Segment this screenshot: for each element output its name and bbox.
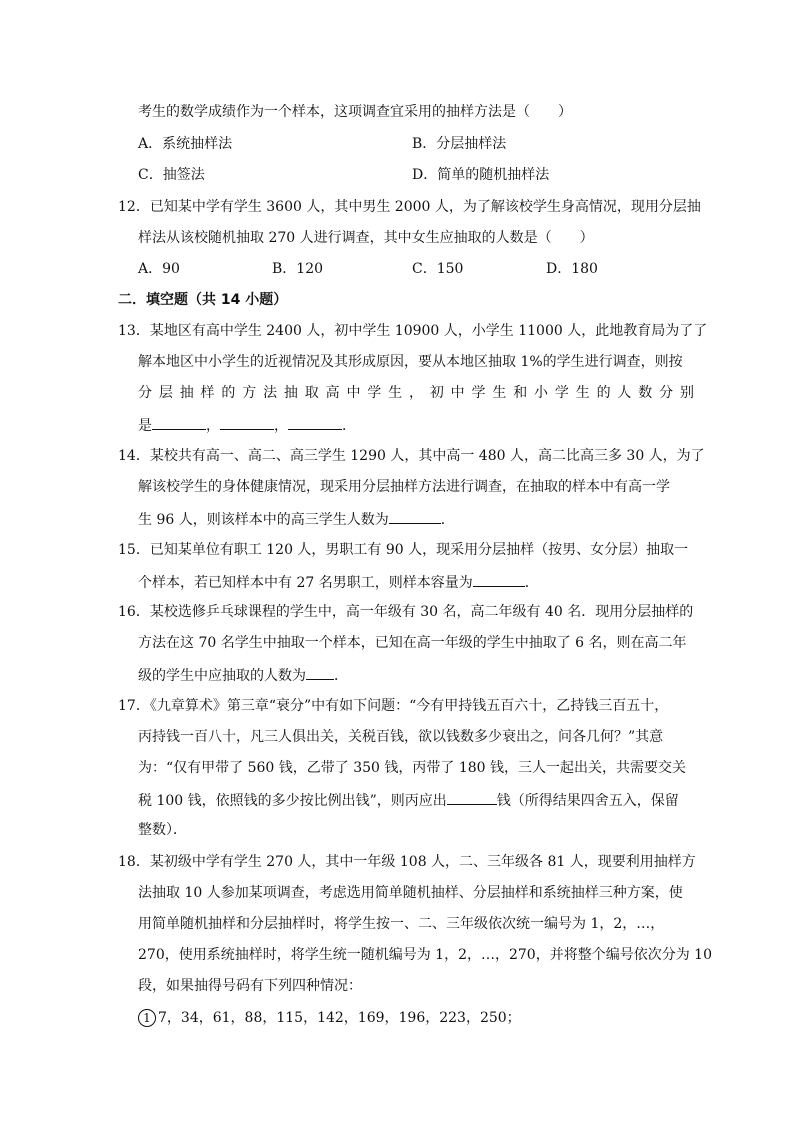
q13-line3-char: ， bbox=[408, 385, 423, 401]
q13-line3-char: 的 bbox=[221, 385, 236, 401]
q15-line1: 15．已知某单位有职工 120 人，男职工有 90 人，现采用分层抽样（按男、女分层）抽取一 bbox=[118, 542, 689, 558]
answer-blank[interactable] bbox=[288, 414, 342, 430]
q13-line3-char: 生 bbox=[492, 385, 507, 401]
q13-line3-char: 分 bbox=[138, 385, 152, 401]
q13-end: ． bbox=[342, 418, 356, 434]
q13-line3-char: 生 bbox=[388, 385, 403, 401]
q11-option-d: D．简单的随机抽样法 bbox=[412, 167, 550, 183]
q13-line3-char: 和 bbox=[513, 385, 528, 401]
q11-option-b: B．分层抽样法 bbox=[412, 136, 507, 152]
q17-line4 bbox=[138, 789, 679, 811]
q16-line3-prefix: 级的学生中应抽取的人数为 bbox=[138, 668, 306, 684]
q17-line4-suffix: 钱（所得结果四舍五入，保留 bbox=[496, 793, 679, 809]
q17-line5: 整数）． bbox=[138, 822, 187, 838]
q11-option-a: A．系统抽样法 bbox=[138, 136, 233, 152]
q15-end: ． bbox=[524, 575, 539, 591]
q13-line3-char: 分 bbox=[659, 385, 674, 401]
q18-item1 bbox=[138, 1008, 521, 1028]
q13-line4-prefix: 是 bbox=[138, 418, 152, 434]
q14-line1: 14．某校共有高一、高二、高三学生 1290 人，其中高一 480 人，高二比高三多 30 人，为了 bbox=[118, 448, 705, 464]
q16-end: ． bbox=[334, 668, 348, 684]
q13-line3-char: 抽 bbox=[179, 385, 194, 401]
q18-line1: 18．某初级中学有学生 270 人，其中一年级 108 人，二、三年级各 81 人，现要利用抽样方 bbox=[118, 854, 696, 870]
q14-line3 bbox=[138, 508, 455, 530]
answer-blank[interactable] bbox=[389, 508, 441, 524]
q13-sep: ， bbox=[274, 418, 288, 434]
q17-line3: 为：“仅有甲带了 560 钱，乙带了 350 钱，丙带了 180 钱，三人一起出关，共需要交关 bbox=[138, 760, 687, 776]
q13-line3-char: 中 bbox=[450, 385, 465, 401]
q13-line1: 13．某地区有高中学生 2400 人，初中学生 10900 人，小学生 11000 人，此地教育局为了了 bbox=[118, 323, 708, 339]
q13-line2: 解本地区中小学生的近视情况及其形成原因，要从本地区抽取 1%的学生进行调查，则按 bbox=[138, 354, 683, 370]
q14-line2: 解该校学生的身体健康情况，现采用分层抽样方法进行调查，在抽取的样本中有高一学 bbox=[138, 479, 670, 495]
q13-line3-char: 人 bbox=[617, 385, 632, 401]
q13-line3-char: 别 bbox=[679, 385, 694, 401]
q15-line2 bbox=[138, 571, 539, 593]
q13-line3-char: 法 bbox=[263, 385, 278, 401]
q18-line2: 法抽取 10 人参加某项调查，考虑选用简单随机抽样、分层抽样和系统抽样三种方案，使 bbox=[138, 885, 683, 901]
q13-line3-char: 取 bbox=[304, 385, 319, 401]
q16-line2: 方法在这 70 名学生中抽取一个样本，已知在高一年级的学生中抽取了 6 名，则在高二年 bbox=[138, 635, 687, 651]
q12-option-c: C．150 bbox=[412, 261, 464, 277]
q13-line3-char: 数 bbox=[638, 385, 653, 401]
q13-line3-char: 初 bbox=[429, 385, 444, 401]
q13-line3-char: 的 bbox=[596, 385, 611, 401]
q18-line4: 270，使用系统抽样时，将学生统一随机编号为 1，2，…，270，并将整个编号依次分为 10 bbox=[138, 947, 712, 963]
q13-line3-char: 抽 bbox=[283, 385, 298, 401]
q18-item1-text: 7，34，61，88，115，142，169，196，223，250； bbox=[158, 1010, 521, 1026]
answer-blank[interactable] bbox=[473, 571, 525, 587]
q13-line3-char: 中 bbox=[346, 385, 361, 401]
q12-line2: 样法从该校随机抽取 270 人进行调查，其中女生应抽取的人数是（ ） bbox=[138, 230, 594, 246]
answer-blank[interactable] bbox=[152, 414, 206, 430]
q15-line2-prefix: 个样本，若已知样本中有 27 名男职工，则样本容量为 bbox=[138, 575, 473, 591]
q11-option-c: C．抽签法 bbox=[138, 167, 205, 183]
answer-blank[interactable] bbox=[447, 789, 497, 805]
q12-option-b: B．120 bbox=[272, 261, 324, 277]
q18-line3: 用简单随机抽样和分层抽样时，将学生按一、二、三年级依次统一编号为 1，2，…， bbox=[138, 916, 665, 932]
q13-line3 bbox=[138, 383, 694, 403]
q16-line1: 16．某校选修乒乓球课程的学生中，高一年级有 30 名，高二年级有 40 名．现用分层抽样的 bbox=[118, 604, 694, 620]
q13-line3-char: 小 bbox=[534, 385, 549, 401]
q12-option-a: A．90 bbox=[138, 261, 180, 277]
q12-line1: 12．已知某中学有学生 3600 人，其中男生 2000 人，为了解该校学生身高情况，现用分层抽 bbox=[118, 199, 701, 215]
q12-option-d: D．180 bbox=[546, 261, 598, 277]
q13-line3-char: 学 bbox=[554, 385, 569, 401]
q11-line1: 考生的数学成绩作为一个样本，这项调查宜采用的抽样方法是（ ） bbox=[138, 104, 572, 120]
q13-line3-char: 学 bbox=[471, 385, 486, 401]
q13-line3-char: 高 bbox=[325, 385, 340, 401]
q13-line3-char: 样 bbox=[200, 385, 215, 401]
q18-line5: 段，如果抽得号码有下列四种情况： bbox=[138, 978, 362, 994]
q16-line3 bbox=[138, 664, 348, 686]
circled-number: 1 bbox=[138, 1009, 156, 1027]
answer-blank[interactable] bbox=[306, 664, 334, 680]
q14-end: ． bbox=[440, 512, 455, 528]
q13-line3-char: 方 bbox=[242, 385, 257, 401]
q17-line4-prefix: 税 100 钱，依照钱的多少按比例出钱”，则丙应出 bbox=[138, 793, 447, 809]
q13-line3-char: 生 bbox=[575, 385, 590, 401]
q13-line4 bbox=[138, 414, 356, 436]
q17-line2: 丙持钱一百八十，凡三人俱出关，关税百钱，欲以钱数多少衰出之，问各几何？”其意 bbox=[138, 729, 664, 745]
section-title: 二．填空题（共 14 小题） bbox=[118, 292, 288, 308]
q13-line3-char: 学 bbox=[367, 385, 382, 401]
answer-blank[interactable] bbox=[220, 414, 274, 430]
q17-line1: 17．《九章算术》第三章“衰分”中有如下问题：“今有甲持钱五百六十，乙持钱三百五十， bbox=[118, 698, 669, 714]
q13-line3-char: 层 bbox=[158, 385, 173, 401]
q14-line3-prefix: 生 96 人，则该样本中的高三学生人数为 bbox=[138, 512, 389, 528]
q13-sep: ， bbox=[206, 418, 220, 434]
